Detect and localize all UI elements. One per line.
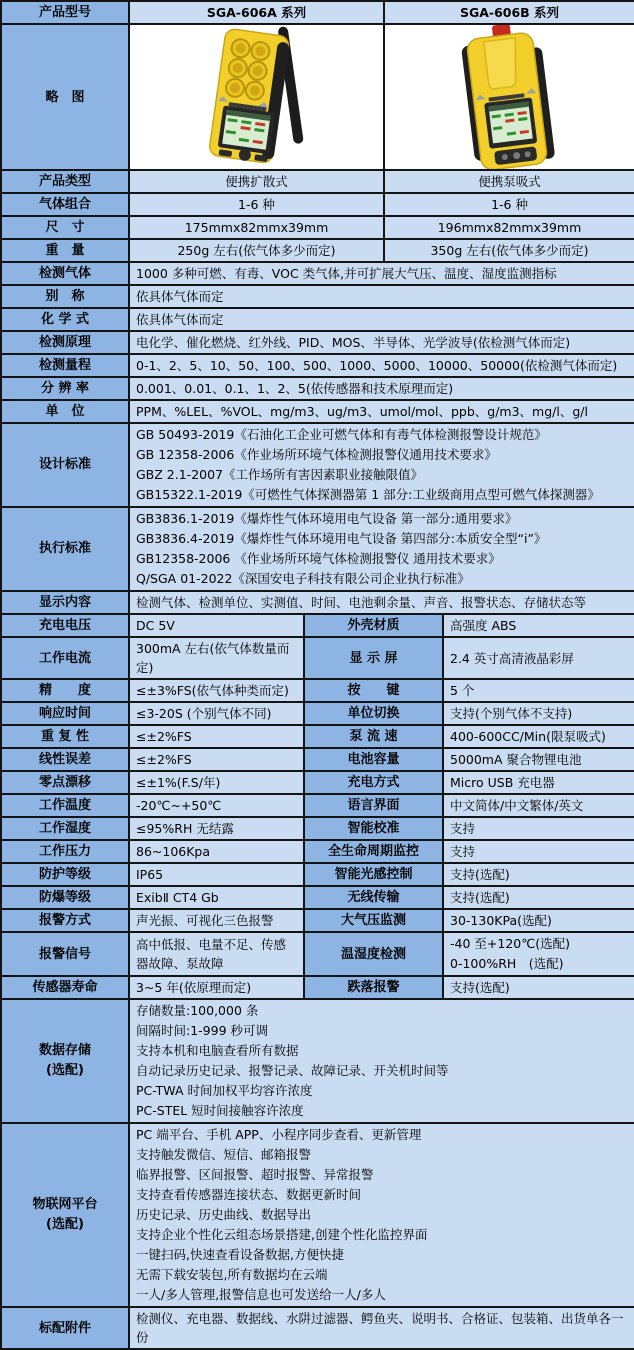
table-row — [1, 702, 634, 725]
row-label: 工作湿度 — [1, 817, 129, 840]
row-label: 按 键 — [304, 679, 443, 702]
spec-line: PC 端平台、手机 APP、小程序同步查看、更新管理 — [136, 1127, 422, 1142]
row-label: 产品类型 — [1, 170, 129, 193]
spec-line: 执行标准 — [38, 541, 91, 556]
table-row — [1, 932, 634, 976]
row-label: 线性误差 — [1, 748, 129, 771]
spec-line: 存储数量:100,000 条 — [136, 1003, 259, 1018]
spec-line: 0-100%RH (选配) — [450, 956, 564, 971]
spec-value: 支持(选配) — [443, 863, 634, 886]
table-row — [1, 331, 634, 354]
table-row — [1, 976, 634, 999]
spec-value: 检测仪、充电器、数据线、水阱过滤器、鳄鱼夹、说明书、合格证、包装箱、出货单各一份 — [129, 1307, 634, 1349]
spec-line: 无需下载安装包,所有数据均在云端 — [136, 1267, 328, 1282]
spec-value: 高强度 ABS — [443, 614, 634, 637]
row-label: 显示内容 — [1, 591, 129, 614]
row-label: 充电电压 — [1, 614, 129, 637]
spec-value: 400-600CC/Min(限泵吸式) — [443, 725, 634, 748]
spec-line: (选配) — [46, 1063, 84, 1078]
device-image-sga-606b — [384, 24, 634, 170]
table-row — [1, 262, 634, 285]
spec-value: 依具体气体而定 — [129, 285, 634, 308]
spec-value: 支持(选配) — [443, 976, 634, 999]
spec-value: ≤±3%FS(依气体种类而定) — [129, 679, 304, 702]
spec-line: 数据存储 — [38, 1043, 91, 1058]
row-label — [1, 1123, 129, 1307]
sga-606b-device-illustration — [385, 25, 634, 169]
table-row — [1, 193, 634, 216]
row-label: 报警信号 — [1, 932, 129, 976]
row-label: 重 复 性 — [1, 725, 129, 748]
spec-value: 依具体气体而定 — [129, 308, 634, 331]
row-label: 化 学 式 — [1, 308, 129, 331]
table-row — [1, 308, 634, 331]
spec-value — [129, 1123, 634, 1307]
row-label — [1, 507, 129, 591]
spec-line: 临界报警、区间报警、超时报警、异常报警 — [136, 1167, 374, 1182]
spec-value: 0.001、0.01、0.1、1、2、5(依传感器和技术原理而定) — [129, 377, 634, 400]
spec-value-a: 175mmx82mmx39mm — [129, 216, 384, 239]
row-label: 精 度 — [1, 679, 129, 702]
table-row — [1, 1123, 634, 1307]
spec-value: 电化学、催化燃烧、红外线、PID、MOS、半导体、光学波导(依检测气体而定) — [129, 331, 634, 354]
table-row — [1, 679, 634, 702]
row-label: 无线传输 — [304, 886, 443, 909]
row-label: 智能光感控制 — [304, 863, 443, 886]
table-row — [1, 748, 634, 771]
spec-line: -40 至+120℃(选配) — [450, 936, 571, 951]
spec-value: 支持 — [443, 840, 634, 863]
spec-line: GB 12358-2006《作业场所环境气体检测报警仪通用技术要求》 — [136, 447, 497, 462]
row-label: 气体组合 — [1, 193, 129, 216]
sga-606a-device-illustration — [132, 25, 382, 169]
spec-value-a: 便携扩散式 — [129, 170, 384, 193]
table-row — [1, 24, 634, 170]
row-label: 跌落报警 — [304, 976, 443, 999]
row-label: 单位切换 — [304, 702, 443, 725]
spec-value: PPM、%LEL、%VOL、mg/m3、ug/m3、umol/mol、ppb、g/m3、mg/l、g/l — [129, 400, 634, 423]
spec-line: GB3836.4-2019《爆炸性气体环境用电气设备 第四部分:本质安全型“i”》 — [136, 531, 547, 546]
table-row — [1, 614, 634, 637]
spec-value: 3~5 年(依原理而定) — [129, 976, 304, 999]
spec-value: ≤95%RH 无结露 — [129, 817, 304, 840]
table-row — [1, 591, 634, 614]
spec-value: 5 个 — [443, 679, 634, 702]
row-label — [1, 423, 129, 507]
row-label: 显 示 屏 — [304, 637, 443, 679]
row-label: 工作温度 — [1, 794, 129, 817]
spec-value: ExibⅡ CT4 Gb — [129, 886, 304, 909]
spec-line: GBZ 2.1-2007《工作场所有害因素职业接触限值》 — [136, 467, 424, 482]
spec-value: 1000 多种可燃、有毒、VOC 类气体,并可扩展大气压、温度、湿度监测指标 — [129, 262, 634, 285]
spec-line: PC-STEL 短时间接触容许浓度 — [136, 1103, 304, 1118]
spec-value: 支持(选配) — [443, 886, 634, 909]
spec-value — [129, 423, 634, 507]
spec-line: 历史记录、历史曲线、数据导出 — [136, 1207, 312, 1222]
spec-line: 支持企业个性化云组态场景搭建,创建个性化监控界面 — [136, 1227, 428, 1242]
spec-value: ≤±2%FS — [129, 725, 304, 748]
spec-value-b: 便携泵吸式 — [384, 170, 634, 193]
row-label: 工作电流 — [1, 637, 129, 679]
spec-line: GB3836.1-2019《爆炸性气体环境用电气设备 第一部分:通用要求》 — [136, 511, 518, 526]
table-row — [1, 817, 634, 840]
spec-line: 支持触发微信、短信、邮箱报警 — [136, 1147, 312, 1162]
spec-line: 一键扫码,快速查看设备数据,方便快捷 — [136, 1247, 344, 1262]
spec-line: 物联网平台 — [32, 1197, 98, 1212]
table-row — [1, 216, 634, 239]
spec-value-b: 350g 左右(依气体多少而定) — [384, 239, 634, 262]
spec-value-b: 1-6 种 — [384, 193, 634, 216]
spec-value: 5000mA 聚合物锂电池 — [443, 748, 634, 771]
spec-value-b: 196mmx82mmx39mm — [384, 216, 634, 239]
device-image-sga-606a — [129, 24, 384, 170]
spec-value — [129, 507, 634, 591]
row-label: 防护等级 — [1, 863, 129, 886]
row-label: 工作压力 — [1, 840, 129, 863]
row-label: 零点漂移 — [1, 771, 129, 794]
spec-line: 一人/多人管理,报警信息也可发送给一人/多人 — [136, 1287, 386, 1302]
row-label: 温湿度检测 — [304, 932, 443, 976]
table-row — [1, 999, 634, 1123]
table-row — [1, 637, 634, 679]
table-row — [1, 840, 634, 863]
spec-value: ≤3-20S (个别气体不同) — [129, 702, 304, 725]
spec-line: 自动记录历史记录、报警记录、故障记录、开关机时间等 — [136, 1063, 449, 1078]
table-row — [1, 239, 634, 262]
row-label: 别 称 — [1, 285, 129, 308]
row-label: 泵 流 速 — [304, 725, 443, 748]
spec-line: 支持查看传感器连接状态、数据更新时间 — [136, 1187, 362, 1202]
spec-value: 声光振、可视化三色报警 — [129, 909, 304, 932]
spec-value: -20℃~+50℃ — [129, 794, 304, 817]
row-label: 充电方式 — [304, 771, 443, 794]
spec-value: 支持(个别气体不支持) — [443, 702, 634, 725]
spec-line: 设计标准 — [38, 457, 91, 472]
spec-value: 30-130KPa(选配) — [443, 909, 634, 932]
spec-value: 2.4 英寸高清液晶彩屏 — [443, 637, 634, 679]
product-model-b: SGA-606B 系列 — [384, 1, 634, 24]
row-label: 标配附件 — [1, 1307, 129, 1349]
spec-line: GB 50493-2019《石油化工企业可燃气体和有毒气体检测报警设计规范》 — [136, 427, 547, 442]
row-label: 重 量 — [1, 239, 129, 262]
table-row — [1, 1, 634, 24]
spec-value-a: 1-6 种 — [129, 193, 384, 216]
row-label: 产品型号 — [1, 1, 129, 24]
spec-value: IP65 — [129, 863, 304, 886]
spec-value: 支持 — [443, 817, 634, 840]
spec-value: 中文简体/中文繁体/英文 — [443, 794, 634, 817]
table-row — [1, 400, 634, 423]
table-row — [1, 377, 634, 400]
row-label: 传感器寿命 — [1, 976, 129, 999]
table-row — [1, 507, 634, 591]
spec-value — [129, 999, 634, 1123]
row-label: 检测气体 — [1, 262, 129, 285]
spec-value-a: 250g 左右(依气体多少而定) — [129, 239, 384, 262]
table-row — [1, 794, 634, 817]
table-row — [1, 886, 634, 909]
spec-line: Q/SGA 01-2022《深国安电子科技有限公司企业执行标准》 — [136, 571, 470, 586]
spec-line: GB15322.1-2019《可燃性气体探测器第 1 部分:工业级商用点型可燃气体探测器》 — [136, 487, 600, 502]
spec-value: 检测气体、检测单位、实测值、时间、电池剩余量、声音、报警状态、存储状态等 — [129, 591, 634, 614]
spec-value: 86~106Kpa — [129, 840, 304, 863]
table-row — [1, 725, 634, 748]
table-row — [1, 909, 634, 932]
spec-line: GB12358-2006 《作业场所环境气体检测报警仪 通用技术要求》 — [136, 551, 501, 566]
spec-line: 间隔时间:1-999 秒可调 — [136, 1023, 269, 1038]
table-row — [1, 354, 634, 377]
row-label: 分 辨 率 — [1, 377, 129, 400]
row-label: 尺 寸 — [1, 216, 129, 239]
spec-value: Micro USB 充电器 — [443, 771, 634, 794]
spec-line: (选配) — [46, 1217, 84, 1232]
row-label: 检测原理 — [1, 331, 129, 354]
spec-line: 支持本机和电脑查看所有数据 — [136, 1043, 299, 1058]
spec-table-body — [1, 1, 634, 1349]
table-row — [1, 771, 634, 794]
row-label: 响应时间 — [1, 702, 129, 725]
spec-value: 0-1、2、5、10、50、100、500、1000、5000、10000、50000(依检测气体而定) — [129, 354, 634, 377]
table-row — [1, 1307, 634, 1349]
spec-value — [443, 932, 634, 976]
row-label: 检测量程 — [1, 354, 129, 377]
spec-value: ≤±1%(F.S/年) — [129, 771, 304, 794]
spec-value: 300mA 左右(依气体数量而定) — [129, 637, 304, 679]
row-label: 语言界面 — [304, 794, 443, 817]
table-row — [1, 423, 634, 507]
spec-value: 高中低报、电量不足、传感器故障、泵故障 — [129, 932, 304, 976]
row-label: 全生命周期监控 — [304, 840, 443, 863]
row-label: 大气压监测 — [304, 909, 443, 932]
spec-value: ≤±2%FS — [129, 748, 304, 771]
row-label: 单 位 — [1, 400, 129, 423]
row-label: 电池容量 — [304, 748, 443, 771]
spec-line: PC-TWA 时间加权平均容许浓度 — [136, 1083, 313, 1098]
row-label: 略 图 — [1, 24, 129, 170]
row-label: 智能校准 — [304, 817, 443, 840]
table-row — [1, 285, 634, 308]
row-label: 报警方式 — [1, 909, 129, 932]
row-label — [1, 999, 129, 1123]
table-row — [1, 863, 634, 886]
row-label: 外壳材质 — [304, 614, 443, 637]
row-label: 防爆等级 — [1, 886, 129, 909]
table-row — [1, 170, 634, 193]
product-model-a: SGA-606A 系列 — [129, 1, 384, 24]
spec-value: DC 5V — [129, 614, 304, 637]
